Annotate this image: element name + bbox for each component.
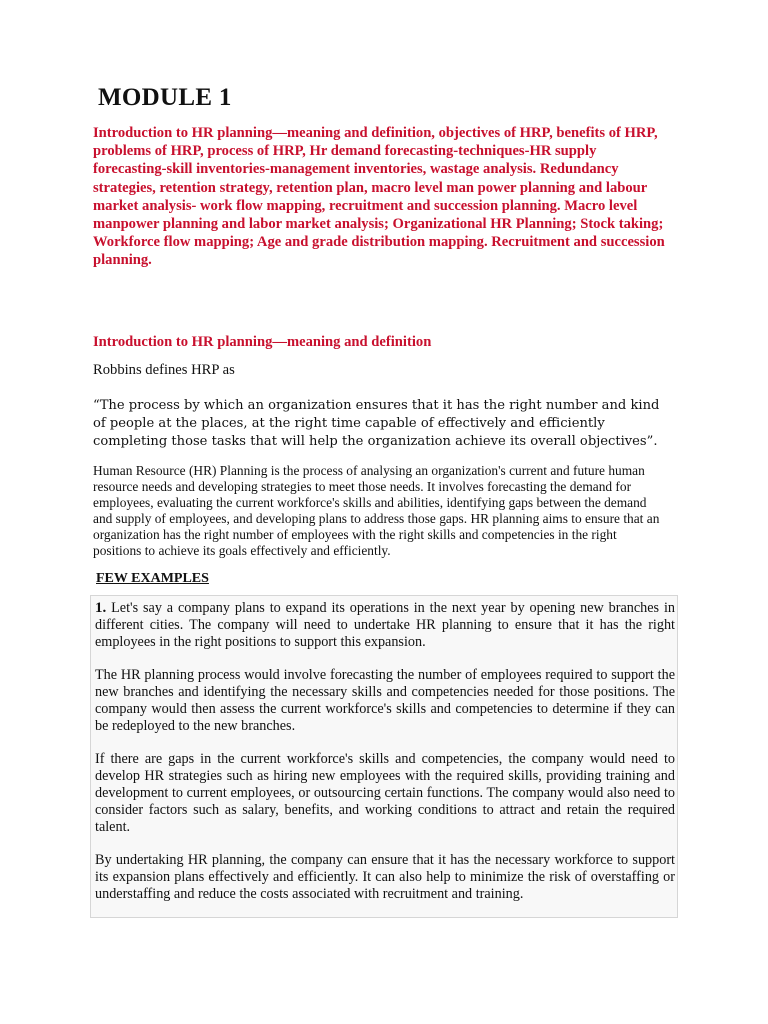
example-paragraph <box>95 600 675 651</box>
example-box <box>90 595 678 918</box>
example-paragraph: By undertaking HR planning, the company can ensure that it has the necessary workforce to support its expansion plans effectively and efficiently. It can also help to minimize the risk of overstaffing or understaffing and reduce the costs associated with recruitment and training. <box>95 852 675 902</box>
definition-quote: “The process by which an organization ensures that it has the right number and kind of people at the places, at the right time capable of effectively and efficiently completing those tasks that will help the organization achieve its overall objectives”. <box>93 398 660 449</box>
module-title: MODULE 1 <box>98 84 232 111</box>
example-paragraph: The HR planning process would involve forecasting the number of employees required to support the new branches and identifying the necessary skills and competencies needed for those positions. The company would then assess the current workforce's skills and competencies to determine if they can be redeployed to the new branches. <box>95 667 675 734</box>
robbins-definition-intro: Robbins defines HRP as <box>93 362 235 378</box>
hr-planning-paragraph: Human Resource (HR) Planning is the process of analysing an organization's current and future human resource needs and developing strategies to meet those needs. It involves forecasting the demand for employees, evaluating the current workforce's skills and abilities, identifying gaps between the demand and supply of employees, and developing plans to address those gaps. HR planning aims to ensure that an organization has the right number of employees with the right skills and competencies in the right positions to achieve its goals effectively and efficiently. <box>93 463 660 558</box>
example-paragraph-text: Let's say a company plans to expand its operations in the next year by opening new branches in different cities. The company will need to undertake HR planning to ensure that it has the right employees in the right positions to support this expansion. <box>95 600 675 650</box>
example-paragraph: If there are gaps in the current workforce's skills and competencies, the company would need to develop HR strategies such as hiring new employees with the required skills, providing training and development to current employees, or outsourcing certain functions. The company would also need to consider factors such as salary, benefits, and working conditions to attract and retain the required talent. <box>95 751 675 835</box>
syllabus-text: Introduction to HR planning—meaning and definition, objectives of HRP, benefits of HRP, problems of HRP, process of HRP, Hr demand forecasting-techniques-HR supply forecasting-skill inventories-management inventories, wastage analysis. Redundancy strategies, retention strategy, retention plan, macro level man power planning and labour market analysis- work flow mapping, recruitment and succession planning. Macro level manpower planning and labor market analysis; Organizational HR Planning; Stock taking; Workforce flow mapping; Age and grade distribution mapping. Recruitment and succession planning. <box>93 125 665 269</box>
section-heading: Introduction to HR planning—meaning and definition <box>93 334 432 350</box>
example-number: 1. <box>95 600 107 616</box>
examples-heading: FEW EXAMPLES <box>96 571 209 586</box>
